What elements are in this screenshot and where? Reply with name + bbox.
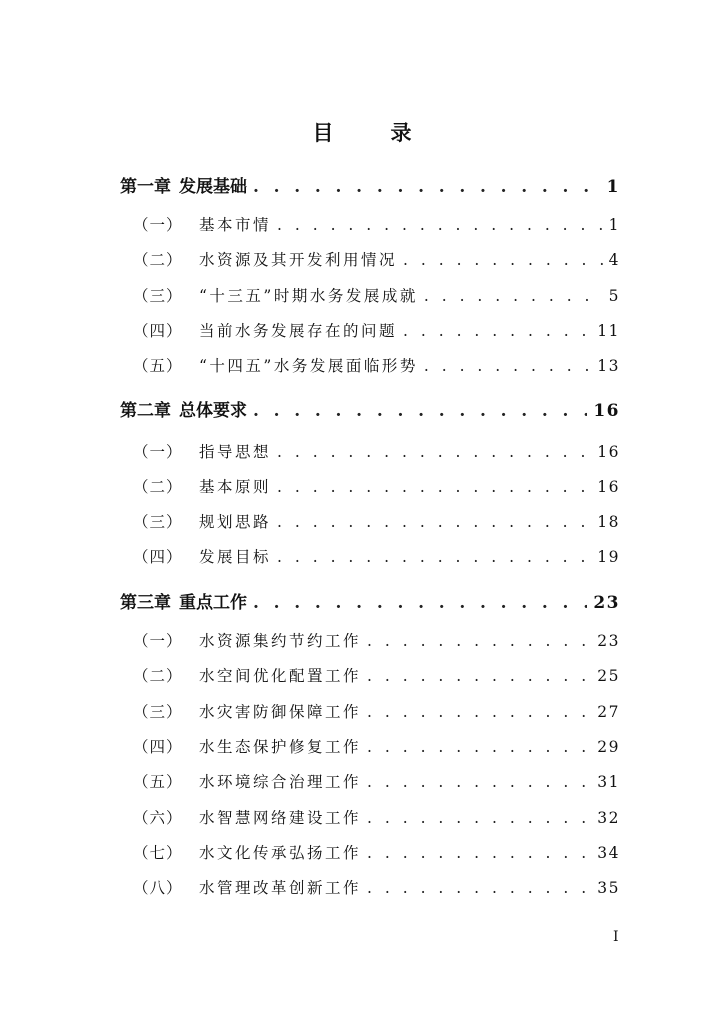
dot-leader xyxy=(277,478,591,496)
dot-leader xyxy=(367,703,591,721)
toc-section-entry[interactable] xyxy=(133,354,620,376)
entry-page-number: 27 xyxy=(597,703,620,721)
entry-title: 重点工作 xyxy=(179,593,247,613)
dot-leader xyxy=(367,632,591,650)
toc-section-entry[interactable] xyxy=(133,284,620,306)
toc-chapter-entry[interactable] xyxy=(120,588,620,613)
entry-page-number: 35 xyxy=(597,879,620,897)
entry-number: （八） xyxy=(133,879,183,897)
toc-section-entry[interactable] xyxy=(133,735,620,757)
dot-leader xyxy=(367,667,591,685)
entry-page-number: 29 xyxy=(597,738,620,756)
entry-page-number: 18 xyxy=(597,513,620,531)
entry-title: 发展目标 xyxy=(199,548,272,566)
toc-section-entry[interactable] xyxy=(133,841,620,863)
entry-number: 第二章 xyxy=(120,401,171,421)
toc-section-entry[interactable] xyxy=(133,545,620,567)
dot-leader xyxy=(367,844,591,862)
entry-title: 水资源及其开发利用情况 xyxy=(199,251,398,269)
toc-section-entry[interactable] xyxy=(133,629,620,651)
entry-page-number: 34 xyxy=(597,844,620,862)
dot-leader xyxy=(277,216,603,234)
toc-section-entry[interactable] xyxy=(133,876,620,898)
dot-leader xyxy=(277,548,591,566)
entry-title: 当前水务发展存在的问题 xyxy=(199,322,398,340)
entry-number: （二） xyxy=(133,478,183,496)
entry-page-number: 23 xyxy=(597,632,620,650)
entry-number: （一） xyxy=(133,632,183,650)
entry-number: （四） xyxy=(133,548,183,566)
entry-page-number: 16 xyxy=(597,478,620,496)
entry-title: “十四五”水务发展面临形势 xyxy=(199,357,418,375)
entry-number: （二） xyxy=(133,667,183,685)
entry-page-number: 31 xyxy=(597,773,620,791)
entry-page-number: 23 xyxy=(593,593,620,613)
entry-title: 指导思想 xyxy=(199,443,272,461)
entry-title: 水资源集约节约工作 xyxy=(199,632,362,650)
entry-number: （三） xyxy=(133,513,183,531)
toc-chapter-entry[interactable] xyxy=(120,396,620,421)
dot-leader xyxy=(253,593,587,613)
toc-section-entry[interactable] xyxy=(133,475,620,497)
dot-leader xyxy=(367,809,591,827)
dot-leader xyxy=(367,738,591,756)
dot-leader xyxy=(253,401,587,421)
toc-section-entry[interactable] xyxy=(133,770,620,792)
entry-number: （五） xyxy=(133,773,183,791)
entry-title: 水生态保护修复工作 xyxy=(199,738,362,756)
entry-title: 水空间优化配置工作 xyxy=(199,667,362,685)
entry-title: “十三五”时期水务发展成就 xyxy=(199,287,418,305)
toc-title: 目 录 xyxy=(312,120,430,145)
entry-number: （五） xyxy=(133,357,183,375)
entry-page-number: 5 xyxy=(608,287,620,305)
toc-section-entry[interactable] xyxy=(133,664,620,686)
entry-title: 基本原则 xyxy=(199,478,272,496)
entry-page-number: 19 xyxy=(597,548,620,566)
dot-leader xyxy=(424,357,591,375)
dot-leader xyxy=(403,251,603,269)
entry-title: 水灾害防御保障工作 xyxy=(199,703,362,721)
dot-leader xyxy=(367,879,591,897)
toc-section-entry[interactable] xyxy=(133,806,620,828)
dot-leader xyxy=(277,513,591,531)
entry-page-number: 11 xyxy=(597,322,620,340)
toc-chapter-entry[interactable] xyxy=(120,172,620,197)
entry-number: （三） xyxy=(133,287,183,305)
entry-number: 第三章 xyxy=(120,593,171,613)
entry-title: 总体要求 xyxy=(179,401,247,421)
entry-number: 第一章 xyxy=(120,177,171,197)
entry-page-number: 13 xyxy=(597,357,620,375)
entry-page-number: 16 xyxy=(597,443,620,461)
entry-title: 水文化传承弘扬工作 xyxy=(199,844,362,862)
entry-page-number: 16 xyxy=(593,401,620,421)
entry-title: 基本市情 xyxy=(199,216,272,234)
toc-section-entry[interactable] xyxy=(133,440,620,462)
entry-title: 发展基础 xyxy=(179,177,247,197)
entry-page-number: 32 xyxy=(597,809,620,827)
toc-section-entry[interactable] xyxy=(133,510,620,532)
entry-page-number: 4 xyxy=(608,251,620,269)
entry-number: （一） xyxy=(133,216,183,234)
entry-number: （七） xyxy=(133,844,183,862)
entry-title: 水智慧网络建设工作 xyxy=(199,809,362,827)
toc-section-entry[interactable] xyxy=(133,248,620,270)
entry-title: 水环境综合治理工作 xyxy=(199,773,362,791)
entry-title: 水管理改革创新工作 xyxy=(199,879,362,897)
dot-leader xyxy=(367,773,591,791)
entry-title: 规划思路 xyxy=(199,513,272,531)
entry-number: （四） xyxy=(133,738,183,756)
entry-page-number: 1 xyxy=(608,216,620,234)
toc-section-entry[interactable] xyxy=(133,319,620,341)
entry-page-number: 1 xyxy=(606,177,620,197)
dot-leader xyxy=(424,287,603,305)
entry-number: （一） xyxy=(133,443,183,461)
entry-number: （四） xyxy=(133,322,183,340)
dot-leader xyxy=(253,177,601,197)
entry-page-number: 25 xyxy=(597,667,620,685)
dot-leader xyxy=(403,322,591,340)
entry-number: （三） xyxy=(133,703,183,721)
entry-number: （六） xyxy=(133,809,183,827)
toc-section-entry[interactable] xyxy=(133,213,620,235)
toc-section-entry[interactable] xyxy=(133,700,620,722)
dot-leader xyxy=(277,443,591,461)
entry-number: （二） xyxy=(133,251,183,269)
page-number: I xyxy=(613,929,619,945)
